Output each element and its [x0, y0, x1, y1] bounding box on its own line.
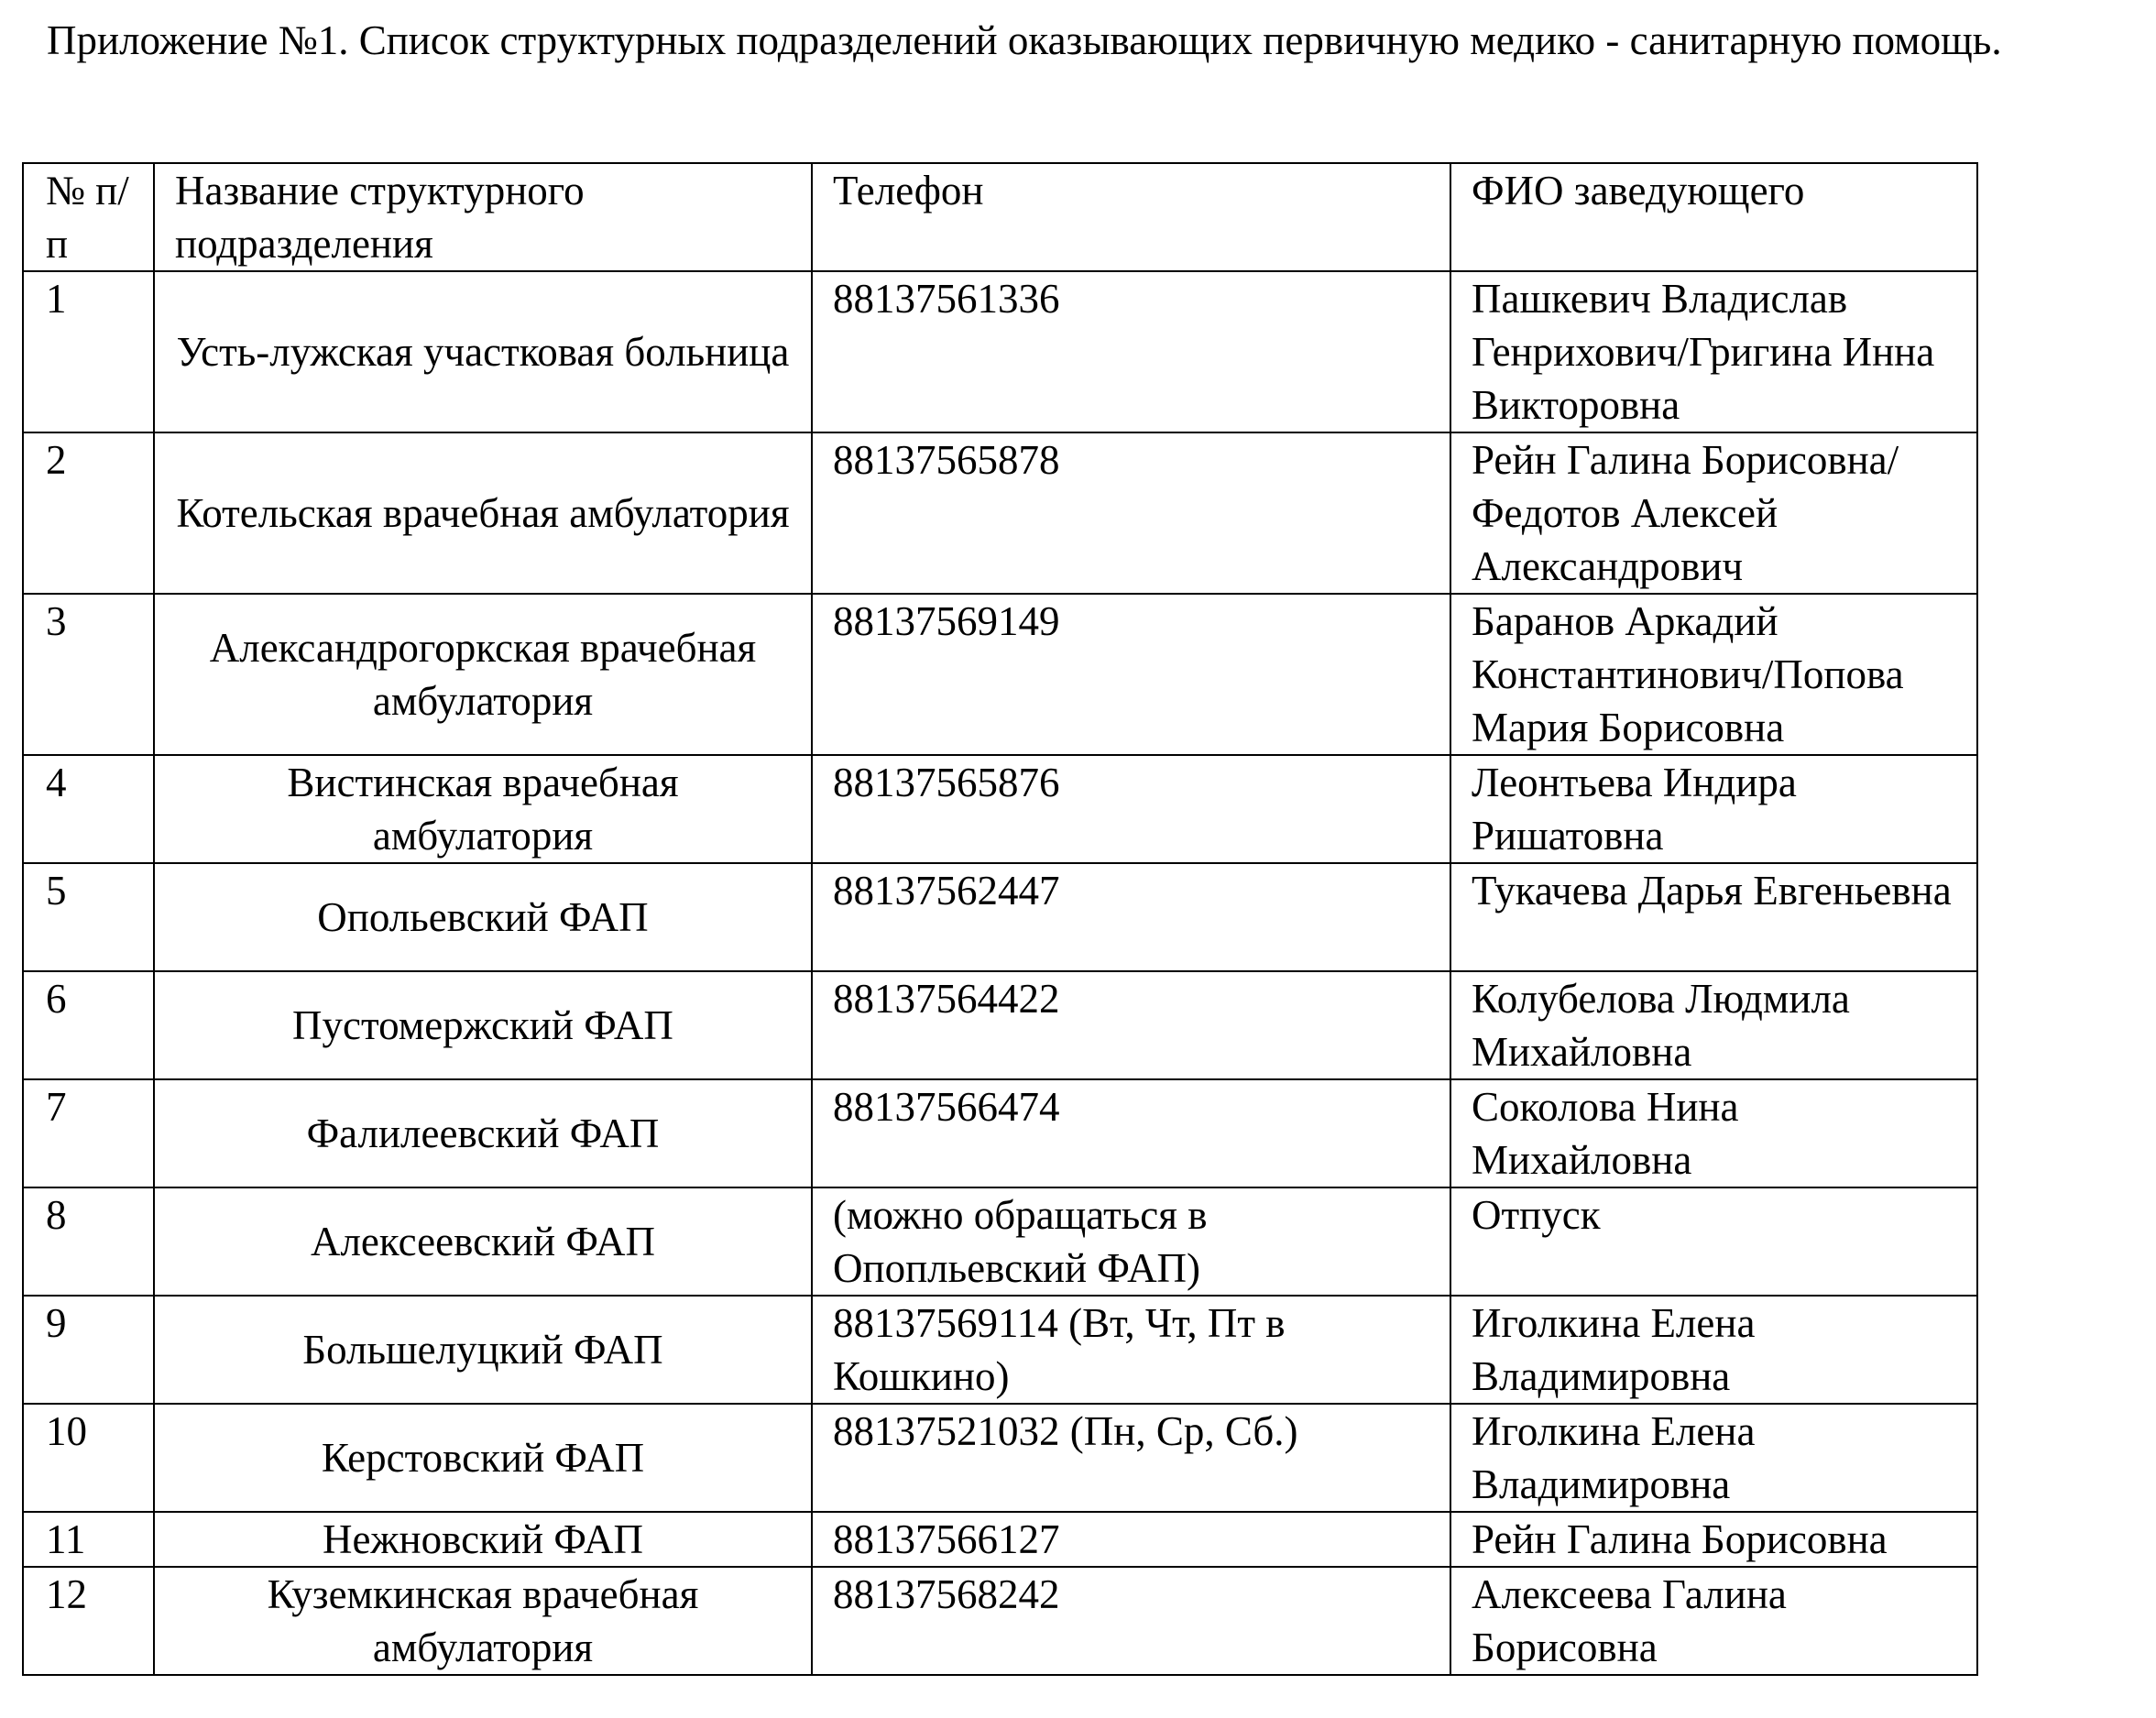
table-row	[23, 594, 1977, 755]
row-number: 12	[23, 1567, 154, 1675]
unit-head: Иголкина Елена Владимировна	[1450, 1404, 1977, 1512]
unit-name: Александрогоркская врачебная амбулатория	[154, 594, 812, 755]
unit-name: Фалилеевский ФАП	[154, 1079, 812, 1187]
unit-phone: 88137566474	[812, 1079, 1450, 1187]
unit-phone: (можно обращаться в Опопльевский ФАП)	[812, 1187, 1450, 1296]
row-number: 10	[23, 1404, 154, 1512]
table-row	[23, 755, 1977, 863]
unit-name: Усть-лужская участковая больница	[154, 271, 812, 432]
table-header-row	[23, 163, 1977, 271]
unit-name: Куземкинская врачебная амбулатория	[154, 1567, 812, 1675]
unit-phone: 88137565878	[812, 432, 1450, 594]
unit-phone: 88137521032 (Пн, Ср, Сб.)	[812, 1404, 1450, 1512]
unit-head: Колубелова Людмила Михайловна	[1450, 971, 1977, 1079]
table-row	[23, 1567, 1977, 1675]
unit-name: Котельская врачебная амбулатория	[154, 432, 812, 594]
unit-head: Баранов Аркадий Константинович/Попова Мария Борисовна	[1450, 594, 1977, 755]
table-row	[23, 1187, 1977, 1296]
unit-phone: 88137562447	[812, 863, 1450, 971]
header-phone: Телефон	[812, 163, 1450, 271]
unit-phone: 88137561336	[812, 271, 1450, 432]
document-title: Приложение №1. Список структурных подразделений оказывающих первичную медико - санитарную помощь.	[47, 17, 2002, 63]
header-head-name: ФИО заведующего	[1450, 163, 1977, 271]
table-row	[23, 1079, 1977, 1187]
table-row	[23, 432, 1977, 594]
unit-head: Алексеева Галина Борисовна	[1450, 1567, 1977, 1675]
unit-head: Пашкевич Владислав Генрихович/Григина Инна Викторовна	[1450, 271, 1977, 432]
unit-name: Опольевский ФАП	[154, 863, 812, 971]
table-row	[23, 271, 1977, 432]
row-number: 5	[23, 863, 154, 971]
header-unit-name: Название структурного подразделения	[154, 163, 812, 271]
row-number: 4	[23, 755, 154, 863]
unit-head: Тукачева Дарья Евгеньевна	[1450, 863, 1977, 971]
unit-phone: 88137565876	[812, 755, 1450, 863]
unit-head: Отпуск	[1450, 1187, 1977, 1296]
unit-head: Рейн Галина Борисовна	[1450, 1512, 1977, 1567]
unit-name: Большелуцкий ФАП	[154, 1296, 812, 1404]
row-number: 11	[23, 1512, 154, 1567]
unit-name: Керстовский ФАП	[154, 1404, 812, 1512]
unit-name: Алексеевский ФАП	[154, 1187, 812, 1296]
row-number: 9	[23, 1296, 154, 1404]
row-number: 8	[23, 1187, 154, 1296]
unit-head: Соколова Нина Михайловна	[1450, 1079, 1977, 1187]
row-number: 1	[23, 271, 154, 432]
unit-phone: 88137568242	[812, 1567, 1450, 1675]
table-row	[23, 863, 1977, 971]
table-row	[23, 971, 1977, 1079]
row-number: 2	[23, 432, 154, 594]
table-row	[23, 1296, 1977, 1404]
unit-phone: 88137569149	[812, 594, 1450, 755]
unit-phone: 88137566127	[812, 1512, 1450, 1567]
unit-head: Рейн Галина Борисовна/Федотов Алексей Александрович	[1450, 432, 1977, 594]
table-row	[23, 1404, 1977, 1512]
unit-head: Иголкина Елена Владимировна	[1450, 1296, 1977, 1404]
units-table	[22, 162, 1978, 1676]
row-number: 6	[23, 971, 154, 1079]
unit-phone: 88137569114 (Вт, Чт, Пт в Кошкино)	[812, 1296, 1450, 1404]
row-number: 3	[23, 594, 154, 755]
unit-head: Леонтьева Индира Ришатовна	[1450, 755, 1977, 863]
unit-name: Пустомержский ФАП	[154, 971, 812, 1079]
row-number: 7	[23, 1079, 154, 1187]
table-row	[23, 1512, 1977, 1567]
unit-name: Вистинская врачебная амбулатория	[154, 755, 812, 863]
header-number: № п/п	[23, 163, 154, 271]
unit-phone: 88137564422	[812, 971, 1450, 1079]
unit-name: Нежновский ФАП	[154, 1512, 812, 1567]
